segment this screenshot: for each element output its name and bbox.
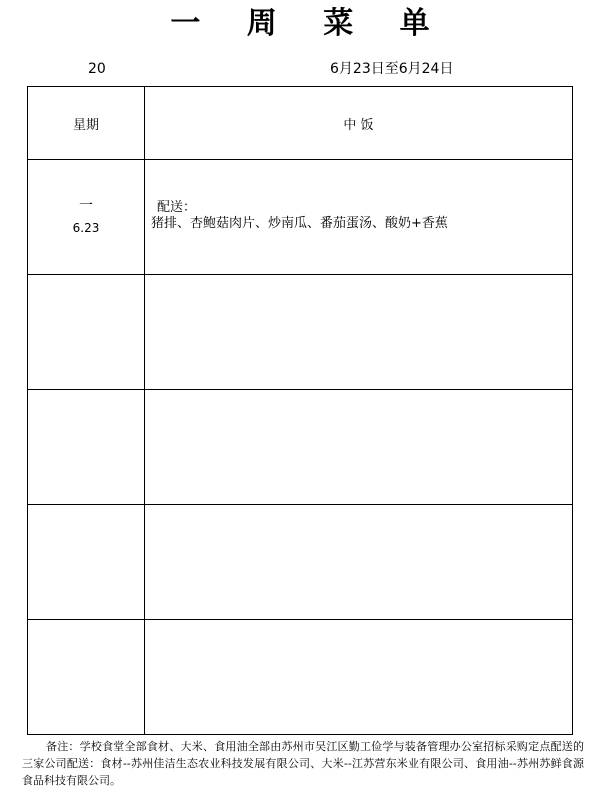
weekday-label: 一	[79, 198, 93, 214]
lunch-cell	[145, 390, 573, 505]
delivery-label: 配送：	[157, 200, 197, 215]
day-cell	[28, 160, 145, 275]
table-row	[28, 620, 573, 735]
table-row	[28, 390, 573, 505]
page-title: 一 周 菜 单	[170, 6, 448, 41]
header-lunch: 中 饭	[145, 87, 573, 160]
footer-note: 备注：学校食堂全部食材、大米、食用油全部由苏州市吴江区勤工俭学与装备管理办公室招标采购定点配送的三家公司配送：食材--苏州佳洁生态农业科技发展有限公司、大米--江苏营东米业有限公司、食用油--苏州苏鲜食源食品科技有限公司。	[22, 740, 584, 787]
lunch-cell	[145, 505, 573, 620]
year-label: 20	[88, 61, 106, 77]
lunch-cell	[145, 275, 573, 390]
table-header-row	[28, 87, 573, 160]
table-row	[28, 505, 573, 620]
lunch-cell	[145, 620, 573, 735]
header-weekday: 星期	[28, 87, 145, 160]
day-cell	[28, 390, 145, 505]
date-range: 6月23日至6月24日	[330, 61, 454, 77]
day-cell	[28, 275, 145, 390]
day-cell	[28, 505, 145, 620]
dish-list: 猪排、杏鲍菇肉片、炒南瓜、番茄蛋汤、酸奶+香蕉	[151, 216, 448, 231]
table-row	[28, 160, 573, 275]
table-row	[28, 275, 573, 390]
lunch-cell	[145, 160, 573, 275]
date-label: 6.23	[72, 221, 100, 235]
day-cell	[28, 620, 145, 735]
menu-table	[27, 86, 573, 735]
